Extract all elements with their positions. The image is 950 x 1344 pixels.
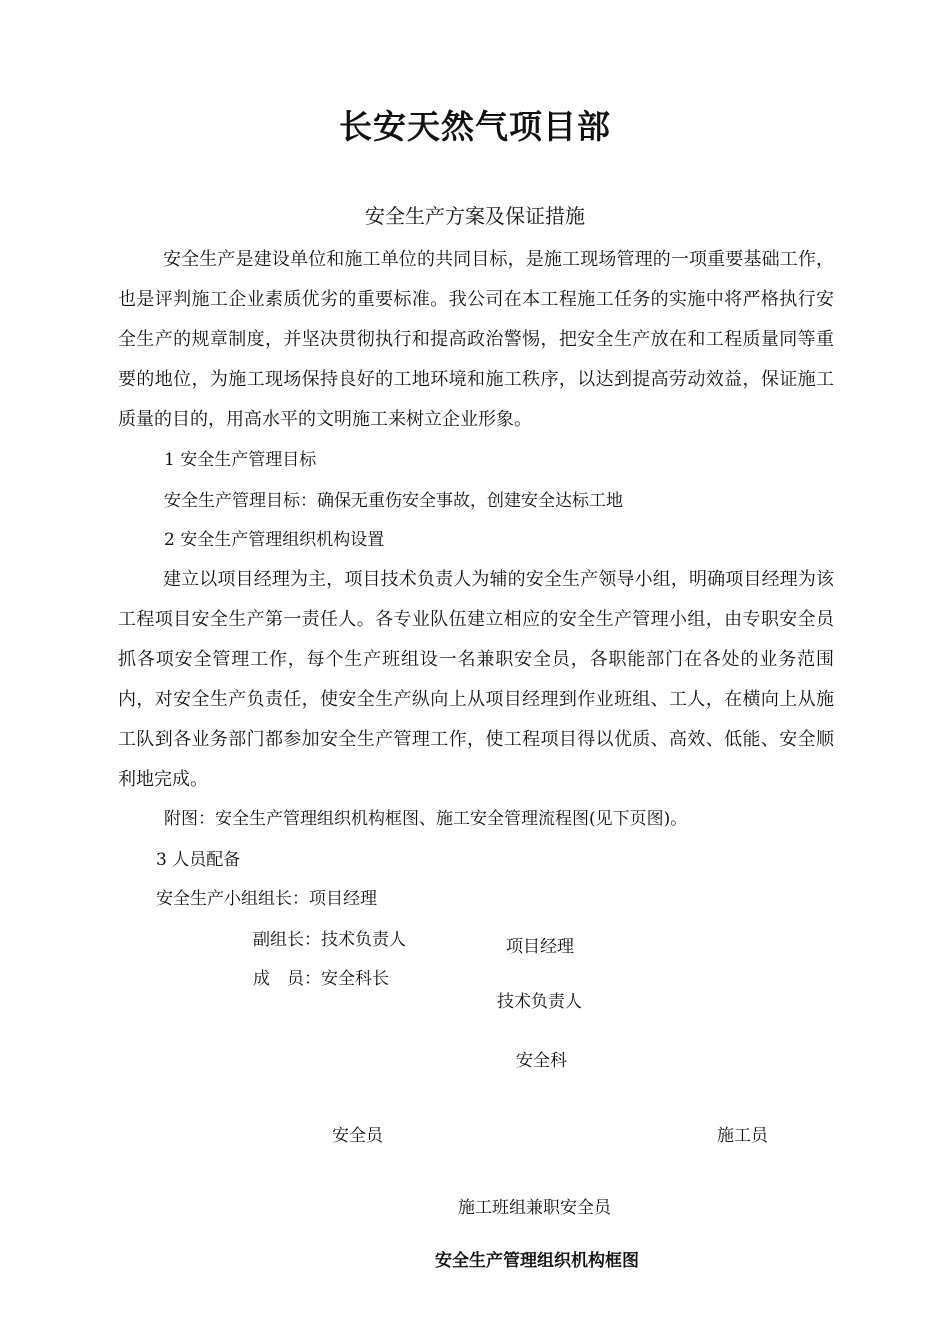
org-node-team-safety-officer: 施工班组兼职安全员 bbox=[458, 1198, 611, 1218]
document-subtitle: 安全生产方案及保证措施 bbox=[365, 204, 585, 228]
intro-paragraph: 安全生产是建设单位和施工单位的共同目标，是施工现场管理的一项重要基础工作，也是评判施工企业素质优劣的重要标准。我公司在本工程施工任务的实施中将严格执行安全生产的规章制度，并坚决贯彻执行和提高政治警惕，把安全生产放在和工程质量同等重要的地位，为施工现场保持良好的工地环境和施工秩序，以达到提高劳动效益，保证施工质量的目的，用高水平的文明施工来树立企业形象。 bbox=[118, 249, 834, 430]
section3-heading: 3 人员配备 bbox=[156, 850, 241, 870]
page-title: 长安天然气项目部 bbox=[339, 107, 611, 146]
org-node-safety-officer: 安全员 bbox=[332, 1126, 383, 1146]
org-node-technical-lead: 技术负责人 bbox=[497, 992, 582, 1012]
section1-text: 安全生产管理目标：确保无重伤安全事故，创建安全达标工地 bbox=[164, 491, 623, 511]
org-node-project-manager: 项目经理 bbox=[506, 937, 574, 957]
org-node-construction-staff: 施工员 bbox=[717, 1126, 768, 1146]
section1-heading: 1 安全生产管理目标 bbox=[164, 450, 317, 470]
attachment-note: 附图：安全生产管理组织机构框图、施工安全管理流程图(见下页图)。 bbox=[164, 809, 688, 829]
staff-leader: 安全生产小组组长：项目经理 bbox=[156, 889, 377, 909]
section2-heading: 2 安全生产管理组织机构设置 bbox=[164, 530, 385, 550]
org-node-safety-department: 安全科 bbox=[516, 1051, 567, 1071]
staff-members: 成 员：安全科长 bbox=[253, 969, 389, 989]
section2-paragraph: 建立以项目经理为主，项目技术负责人为辅的安全生产领导小组，明确项目经理为该工程项目安全生产第一责任人。各专业队伍建立相应的安全生产管理小组，由专职安全员抓各项安全管理工作，每个生产班组设一名兼职安全员，各职能部门在各处的业务范围内，对安全生产负责任，使安全生产纵向上从项目经理到作业班组、工人，在横向上从施工队到各业务部门都参加安全生产管理工作，使工程项目得以优质、高效、低能、安全顺利地完成。 bbox=[118, 569, 834, 790]
staff-deputy: 副组长：技术负责人 bbox=[253, 930, 406, 950]
org-chart-caption: 安全生产管理组织机构框图 bbox=[435, 1251, 639, 1271]
